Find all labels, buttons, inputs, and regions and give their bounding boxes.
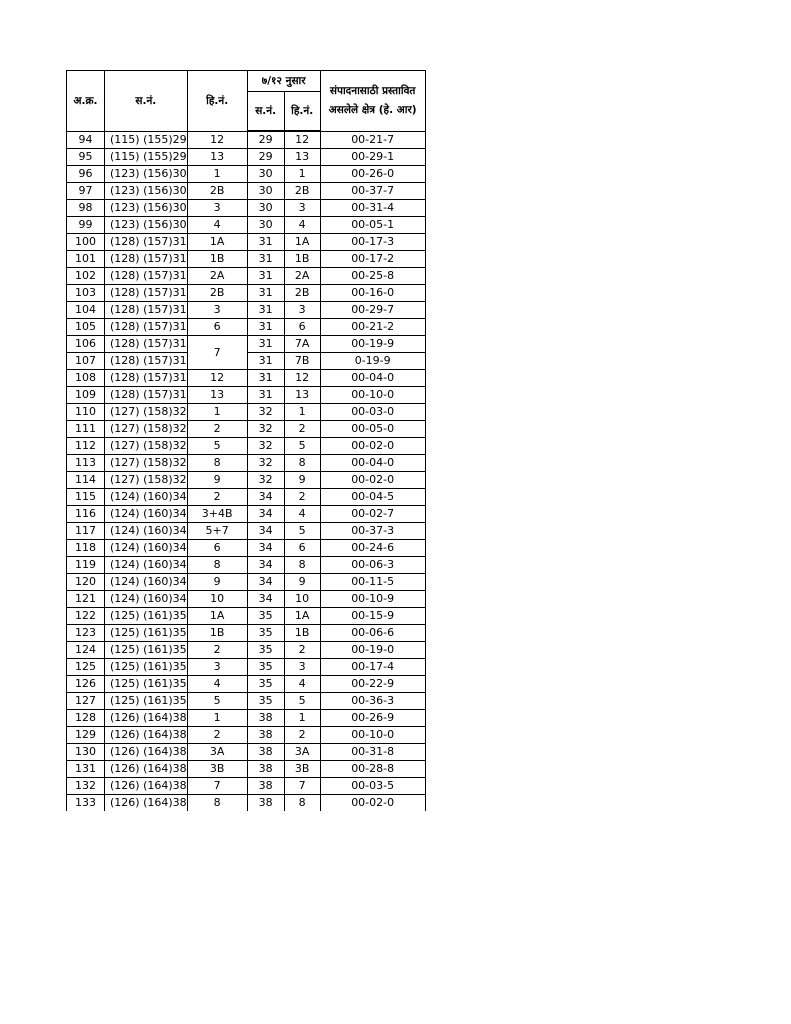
cell-hissa-no: 2A <box>187 268 247 285</box>
cell-area: 00-17-2 <box>320 251 425 268</box>
cell-area: 00-04-0 <box>320 370 425 387</box>
cell-712-survey-no: 35 <box>247 659 284 676</box>
cell-survey-no: (128) (157)31 <box>105 353 188 370</box>
table-row <box>67 523 426 540</box>
table-row <box>67 285 426 302</box>
cell-serial: 112 <box>67 438 105 455</box>
cell-area: 00-15-9 <box>320 608 425 625</box>
table-row <box>67 608 426 625</box>
cell-survey-no: (128) (157)31 <box>105 319 188 336</box>
table-row <box>67 455 426 472</box>
cell-hissa-no: 2 <box>187 642 247 659</box>
cell-area: 00-11-5 <box>320 574 425 591</box>
table-row <box>67 319 426 336</box>
cell-hissa-no: 5+7 <box>187 523 247 540</box>
cell-area: 00-17-3 <box>320 234 425 251</box>
cell-serial: 129 <box>67 727 105 744</box>
cell-serial: 111 <box>67 421 105 438</box>
cell-survey-no: (124) (160)34 <box>105 489 188 506</box>
cell-hissa-no: 2 <box>187 727 247 744</box>
cell-712-hissa-no: 9 <box>284 574 320 591</box>
cell-hissa-no: 3+4B <box>187 506 247 523</box>
cell-712-survey-no: 32 <box>247 455 284 472</box>
cell-serial: 123 <box>67 625 105 642</box>
table-row <box>67 659 426 676</box>
cell-712-survey-no: 31 <box>247 353 284 370</box>
cell-712-survey-no: 32 <box>247 438 284 455</box>
cell-area: 00-05-1 <box>320 217 425 234</box>
cell-712-hissa-no: 2B <box>284 183 320 200</box>
cell-712-hissa-no: 6 <box>284 319 320 336</box>
table-row <box>67 693 426 710</box>
table-row <box>67 302 426 319</box>
table-row <box>67 200 426 217</box>
cell-hissa-no: 9 <box>187 574 247 591</box>
cell-area: 00-37-7 <box>320 183 425 200</box>
cell-712-survey-no: 35 <box>247 642 284 659</box>
cell-712-survey-no: 34 <box>247 591 284 608</box>
cell-712-hissa-no: 8 <box>284 455 320 472</box>
cell-serial: 133 <box>67 795 105 812</box>
cell-hissa-no: 1B <box>187 625 247 642</box>
cell-712-hissa-no: 3 <box>284 302 320 319</box>
cell-survey-no: (125) (161)35 <box>105 659 188 676</box>
cell-serial: 95 <box>67 149 105 166</box>
cell-serial: 94 <box>67 131 105 149</box>
cell-area: 00-36-3 <box>320 693 425 710</box>
cell-area: 00-24-6 <box>320 540 425 557</box>
table-row <box>67 217 426 234</box>
cell-area: 0-19-9 <box>320 353 425 370</box>
cell-712-hissa-no: 13 <box>284 149 320 166</box>
cell-survey-no: (125) (161)35 <box>105 676 188 693</box>
cell-712-survey-no: 30 <box>247 200 284 217</box>
header-sub-survey-no: स.नं. <box>247 92 284 132</box>
cell-serial: 98 <box>67 200 105 217</box>
cell-survey-no: (127) (158)32 <box>105 472 188 489</box>
cell-712-hissa-no: 2 <box>284 421 320 438</box>
table-row <box>67 472 426 489</box>
table-row <box>67 710 426 727</box>
cell-serial: 114 <box>67 472 105 489</box>
cell-hissa-no: 7 <box>187 778 247 795</box>
cell-area: 00-26-9 <box>320 710 425 727</box>
cell-712-hissa-no: 4 <box>284 676 320 693</box>
cell-serial: 120 <box>67 574 105 591</box>
cell-712-survey-no: 30 <box>247 183 284 200</box>
land-acquisition-table <box>66 70 426 811</box>
cell-survey-no: (125) (161)35 <box>105 625 188 642</box>
cell-712-hissa-no: 4 <box>284 217 320 234</box>
table-row <box>67 183 426 200</box>
cell-712-hissa-no: 1A <box>284 608 320 625</box>
cell-survey-no: (115) (155)29 <box>105 131 188 149</box>
cell-area: 00-06-3 <box>320 557 425 574</box>
table-row <box>67 370 426 387</box>
cell-712-survey-no: 31 <box>247 234 284 251</box>
cell-712-survey-no: 29 <box>247 149 284 166</box>
cell-hissa-no: 3B <box>187 761 247 778</box>
cell-712-survey-no: 35 <box>247 625 284 642</box>
cell-hissa-no: 10 <box>187 591 247 608</box>
cell-area: 00-37-3 <box>320 523 425 540</box>
cell-area: 00-29-1 <box>320 149 425 166</box>
cell-serial: 118 <box>67 540 105 557</box>
table-row <box>67 506 426 523</box>
cell-712-hissa-no: 3B <box>284 761 320 778</box>
cell-hissa-no: 3 <box>187 302 247 319</box>
cell-712-survey-no: 31 <box>247 370 284 387</box>
cell-712-survey-no: 35 <box>247 676 284 693</box>
cell-hissa-no: 1 <box>187 710 247 727</box>
cell-area: 00-17-4 <box>320 659 425 676</box>
header-hissa-no: हि.नं. <box>187 71 247 132</box>
cell-serial: 127 <box>67 693 105 710</box>
cell-hissa-no: 9 <box>187 472 247 489</box>
table-row <box>67 404 426 421</box>
cell-712-survey-no: 30 <box>247 166 284 183</box>
cell-area: 00-02-7 <box>320 506 425 523</box>
cell-area: 00-25-8 <box>320 268 425 285</box>
table-body <box>67 131 426 811</box>
cell-serial: 97 <box>67 183 105 200</box>
cell-712-hissa-no: 7B <box>284 353 320 370</box>
table-row <box>67 557 426 574</box>
cell-712-hissa-no: 1B <box>284 251 320 268</box>
cell-hissa-no: 6 <box>187 319 247 336</box>
cell-hissa-no: 5 <box>187 438 247 455</box>
table-row <box>67 761 426 778</box>
cell-hissa-no: 4 <box>187 217 247 234</box>
cell-survey-no: (127) (158)32 <box>105 421 188 438</box>
cell-712-hissa-no: 2 <box>284 642 320 659</box>
cell-712-hissa-no: 2 <box>284 489 320 506</box>
cell-area: 00-26-0 <box>320 166 425 183</box>
cell-hissa-no: 3 <box>187 659 247 676</box>
cell-hissa-no: 1 <box>187 404 247 421</box>
cell-serial: 125 <box>67 659 105 676</box>
cell-712-survey-no: 31 <box>247 302 284 319</box>
cell-survey-no: (115) (155)29 <box>105 149 188 166</box>
cell-serial: 117 <box>67 523 105 540</box>
cell-712-survey-no: 31 <box>247 336 284 353</box>
cell-serial: 116 <box>67 506 105 523</box>
cell-area: 00-03-0 <box>320 404 425 421</box>
cell-712-survey-no: 35 <box>247 608 284 625</box>
table-row <box>67 795 426 812</box>
cell-survey-no: (124) (160)34 <box>105 506 188 523</box>
cell-survey-no: (124) (160)34 <box>105 557 188 574</box>
cell-712-hissa-no: 8 <box>284 795 320 812</box>
table-row <box>67 166 426 183</box>
cell-712-hissa-no: 1A <box>284 234 320 251</box>
cell-area: 00-05-0 <box>320 421 425 438</box>
table-row <box>67 421 426 438</box>
cell-survey-no: (126) (164)38 <box>105 710 188 727</box>
cell-serial: 128 <box>67 710 105 727</box>
cell-serial: 99 <box>67 217 105 234</box>
cell-serial: 115 <box>67 489 105 506</box>
cell-serial: 109 <box>67 387 105 404</box>
cell-serial: 119 <box>67 557 105 574</box>
cell-hissa-no: 13 <box>187 149 247 166</box>
cell-area: 00-19-0 <box>320 642 425 659</box>
cell-survey-no: (127) (158)32 <box>105 438 188 455</box>
cell-area: 00-03-5 <box>320 778 425 795</box>
cell-hissa-no: 1A <box>187 234 247 251</box>
cell-hissa-no: 8 <box>187 795 247 812</box>
cell-area: 00-04-5 <box>320 489 425 506</box>
cell-712-survey-no: 31 <box>247 285 284 302</box>
cell-survey-no: (128) (157)31 <box>105 336 188 353</box>
cell-712-survey-no: 32 <box>247 404 284 421</box>
cell-survey-no: (126) (164)38 <box>105 761 188 778</box>
cell-712-survey-no: 34 <box>247 540 284 557</box>
cell-712-hissa-no: 4 <box>284 506 320 523</box>
cell-712-survey-no: 31 <box>247 268 284 285</box>
cell-712-survey-no: 34 <box>247 574 284 591</box>
cell-712-hissa-no: 1 <box>284 404 320 421</box>
cell-712-hissa-no: 13 <box>284 387 320 404</box>
cell-serial: 124 <box>67 642 105 659</box>
table-row <box>67 727 426 744</box>
cell-hissa-no: 3 <box>187 200 247 217</box>
cell-area: 00-19-9 <box>320 336 425 353</box>
table-row <box>67 387 426 404</box>
cell-712-survey-no: 34 <box>247 489 284 506</box>
cell-survey-no: (127) (158)32 <box>105 455 188 472</box>
cell-area: 00-21-2 <box>320 319 425 336</box>
cell-serial: 132 <box>67 778 105 795</box>
table-row <box>67 234 426 251</box>
cell-hissa-no: 5 <box>187 693 247 710</box>
cell-area: 00-10-0 <box>320 727 425 744</box>
cell-survey-no: (125) (161)35 <box>105 642 188 659</box>
cell-712-hissa-no: 1B <box>284 625 320 642</box>
cell-serial: 121 <box>67 591 105 608</box>
cell-area: 00-04-0 <box>320 455 425 472</box>
cell-712-hissa-no: 1 <box>284 166 320 183</box>
cell-712-hissa-no: 8 <box>284 557 320 574</box>
cell-hissa-no: 2B <box>187 183 247 200</box>
cell-712-survey-no: 32 <box>247 421 284 438</box>
header-survey-no: स.नं. <box>105 71 188 132</box>
cell-survey-no: (126) (164)38 <box>105 795 188 812</box>
cell-survey-no: (124) (160)34 <box>105 523 188 540</box>
cell-hissa-no: 8 <box>187 557 247 574</box>
cell-712-survey-no: 38 <box>247 744 284 761</box>
cell-712-hissa-no: 3 <box>284 659 320 676</box>
cell-712-survey-no: 31 <box>247 319 284 336</box>
header-area: संपादनासाठी प्रस्तावित असलेले क्षेत्र (हे. आर) <box>320 71 425 132</box>
cell-area: 00-02-0 <box>320 438 425 455</box>
cell-survey-no: (125) (161)35 <box>105 608 188 625</box>
cell-712-hissa-no: 5 <box>284 523 320 540</box>
cell-712-hissa-no: 5 <box>284 693 320 710</box>
cell-serial: 106 <box>67 336 105 353</box>
cell-survey-no: (128) (157)31 <box>105 251 188 268</box>
cell-712-survey-no: 32 <box>247 472 284 489</box>
cell-serial: 122 <box>67 608 105 625</box>
cell-area: 00-31-4 <box>320 200 425 217</box>
table-row <box>67 778 426 795</box>
cell-serial: 102 <box>67 268 105 285</box>
cell-survey-no: (128) (157)31 <box>105 302 188 319</box>
cell-area: 00-22-9 <box>320 676 425 693</box>
cell-area: 00-28-8 <box>320 761 425 778</box>
table-row <box>67 131 426 149</box>
cell-serial: 100 <box>67 234 105 251</box>
cell-serial: 107 <box>67 353 105 370</box>
cell-712-hissa-no: 6 <box>284 540 320 557</box>
cell-survey-no: (126) (164)38 <box>105 744 188 761</box>
cell-712-hissa-no: 3 <box>284 200 320 217</box>
cell-area: 00-10-0 <box>320 387 425 404</box>
cell-hissa-no: 1A <box>187 608 247 625</box>
cell-712-hissa-no: 7 <box>284 778 320 795</box>
cell-serial: 96 <box>67 166 105 183</box>
cell-serial: 113 <box>67 455 105 472</box>
table-header <box>67 71 426 132</box>
cell-712-survey-no: 31 <box>247 251 284 268</box>
cell-712-survey-no: 34 <box>247 557 284 574</box>
cell-712-survey-no: 35 <box>247 693 284 710</box>
cell-712-hissa-no: 2 <box>284 727 320 744</box>
cell-survey-no: (124) (160)34 <box>105 574 188 591</box>
cell-area: 00-31-8 <box>320 744 425 761</box>
cell-712-survey-no: 34 <box>247 523 284 540</box>
cell-hissa-no: 2 <box>187 489 247 506</box>
cell-area: 00-29-7 <box>320 302 425 319</box>
cell-712-hissa-no: 12 <box>284 131 320 149</box>
cell-survey-no: (123) (156)30 <box>105 200 188 217</box>
cell-712-survey-no: 38 <box>247 727 284 744</box>
cell-712-hissa-no: 10 <box>284 591 320 608</box>
cell-survey-no: (123) (156)30 <box>105 217 188 234</box>
table-row <box>67 251 426 268</box>
cell-hissa-no: 7 <box>187 336 247 370</box>
header-serial: अ.क्र. <box>67 71 105 132</box>
cell-serial: 101 <box>67 251 105 268</box>
cell-712-hissa-no: 9 <box>284 472 320 489</box>
cell-survey-no: (128) (157)31 <box>105 387 188 404</box>
cell-area: 00-02-0 <box>320 795 425 812</box>
cell-survey-no: (128) (157)31 <box>105 370 188 387</box>
cell-712-hissa-no: 12 <box>284 370 320 387</box>
cell-712-hissa-no: 3A <box>284 744 320 761</box>
cell-hissa-no: 3A <box>187 744 247 761</box>
cell-712-hissa-no: 2B <box>284 285 320 302</box>
cell-area: 00-10-9 <box>320 591 425 608</box>
table-row <box>67 676 426 693</box>
cell-serial: 110 <box>67 404 105 421</box>
cell-hissa-no: 12 <box>187 131 247 149</box>
cell-serial: 104 <box>67 302 105 319</box>
cell-hissa-no: 2 <box>187 421 247 438</box>
cell-survey-no: (127) (158)32 <box>105 404 188 421</box>
cell-survey-no: (128) (157)31 <box>105 234 188 251</box>
cell-area: 00-21-7 <box>320 131 425 149</box>
header-sub-hissa-no: हि.नं. <box>284 92 320 132</box>
table-row <box>67 642 426 659</box>
cell-serial: 131 <box>67 761 105 778</box>
cell-hissa-no: 13 <box>187 387 247 404</box>
cell-712-survey-no: 38 <box>247 710 284 727</box>
cell-survey-no: (124) (160)34 <box>105 591 188 608</box>
table-row <box>67 336 426 353</box>
cell-survey-no: (123) (156)30 <box>105 166 188 183</box>
cell-712-survey-no: 31 <box>247 387 284 404</box>
cell-serial: 103 <box>67 285 105 302</box>
cell-area: 00-16-0 <box>320 285 425 302</box>
table-row <box>67 438 426 455</box>
cell-survey-no: (125) (161)35 <box>105 693 188 710</box>
cell-712-hissa-no: 7A <box>284 336 320 353</box>
cell-survey-no: (124) (160)34 <box>105 540 188 557</box>
cell-survey-no: (126) (164)38 <box>105 727 188 744</box>
cell-survey-no: (128) (157)31 <box>105 285 188 302</box>
table-row <box>67 268 426 285</box>
cell-hissa-no: 1 <box>187 166 247 183</box>
table-row <box>67 540 426 557</box>
cell-survey-no: (128) (157)31 <box>105 268 188 285</box>
cell-survey-no: (126) (164)38 <box>105 778 188 795</box>
cell-hissa-no: 2B <box>187 285 247 302</box>
cell-hissa-no: 8 <box>187 455 247 472</box>
cell-712-hissa-no: 5 <box>284 438 320 455</box>
cell-712-survey-no: 38 <box>247 795 284 812</box>
cell-area: 00-06-6 <box>320 625 425 642</box>
cell-area: 00-02-0 <box>320 472 425 489</box>
cell-712-survey-no: 30 <box>247 217 284 234</box>
table-row <box>67 625 426 642</box>
cell-serial: 126 <box>67 676 105 693</box>
cell-hissa-no: 4 <box>187 676 247 693</box>
cell-hissa-no: 6 <box>187 540 247 557</box>
cell-712-hissa-no: 2A <box>284 268 320 285</box>
table-row <box>67 149 426 166</box>
cell-serial: 130 <box>67 744 105 761</box>
table-row <box>67 574 426 591</box>
cell-hissa-no: 12 <box>187 370 247 387</box>
table-row <box>67 744 426 761</box>
cell-survey-no: (123) (156)30 <box>105 183 188 200</box>
header-group-712: ७/१२ नुसार <box>247 71 320 92</box>
cell-712-survey-no: 38 <box>247 778 284 795</box>
cell-712-hissa-no: 1 <box>284 710 320 727</box>
cell-serial: 105 <box>67 319 105 336</box>
table-row <box>67 591 426 608</box>
cell-hissa-no: 1B <box>187 251 247 268</box>
cell-712-survey-no: 29 <box>247 131 284 149</box>
cell-712-survey-no: 38 <box>247 761 284 778</box>
cell-712-survey-no: 34 <box>247 506 284 523</box>
cell-serial: 108 <box>67 370 105 387</box>
table-row <box>67 489 426 506</box>
